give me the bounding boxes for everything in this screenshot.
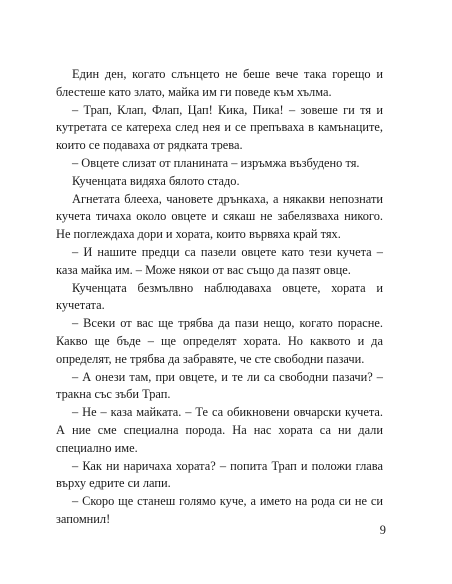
paragraph: – Трап, Клап, Флап, Цап! Кика, Пика! – зовеше ги тя и кутретата се катереха след нея и се препъваха в камънаците, които се подаваха от рядката трева. xyxy=(56,102,383,153)
paragraph: Кученцата видяха бялото стадо. xyxy=(72,173,240,188)
paragraph: – Скоро ще станеш голямо куче, а името на рода си не си запомнил! xyxy=(56,494,383,526)
page-number: 9 xyxy=(379,523,386,537)
paragraph: – Овцете слизат от планината – изръмжа възбудено тя. xyxy=(72,155,360,170)
paragraph: – И нашите предци са пазели овцете като тези кучета – каза майка им. – Може някои от вас също да пазят овце. xyxy=(56,244,383,277)
paragraph: Агнетата блееха, чановете дрънкаха, а някакви непознати кучета тичаха около овцете и сякаш не забелязваха никого. Не поглеждаха дори и хората, които вървяха край тях. xyxy=(56,191,383,242)
paragraph: – А онези там, при овцете, и те ли са свободни пазачи? – тракна със зъби Трап. xyxy=(56,369,383,402)
paragraph: – Всеки от вас ще трябва да пази нещо, когато порасне. Какво ще бъде – ще определят хората. Но каквото и да определят, не трябва да забравяте, че сте свободни пазачи. xyxy=(56,316,383,366)
paragraph: – Как ни наричаха хората? – попита Трап и положи глава върху едрите си лапи. xyxy=(56,458,383,491)
paragraph: Един ден, когато слънцето не беше вече така горещо и блестеше като злато, майка им ги поведе към хълма. xyxy=(56,67,383,99)
paragraph: Кученцата безмълвно наблюдаваха овцете, хората и кучетата. xyxy=(56,280,383,313)
paragraph: – Не – каза майката. – Те са обикновени овчарски кучета. А ние сме специална порода. На нас хората са ни дали специално име. xyxy=(56,405,383,455)
body-text xyxy=(56,66,383,529)
